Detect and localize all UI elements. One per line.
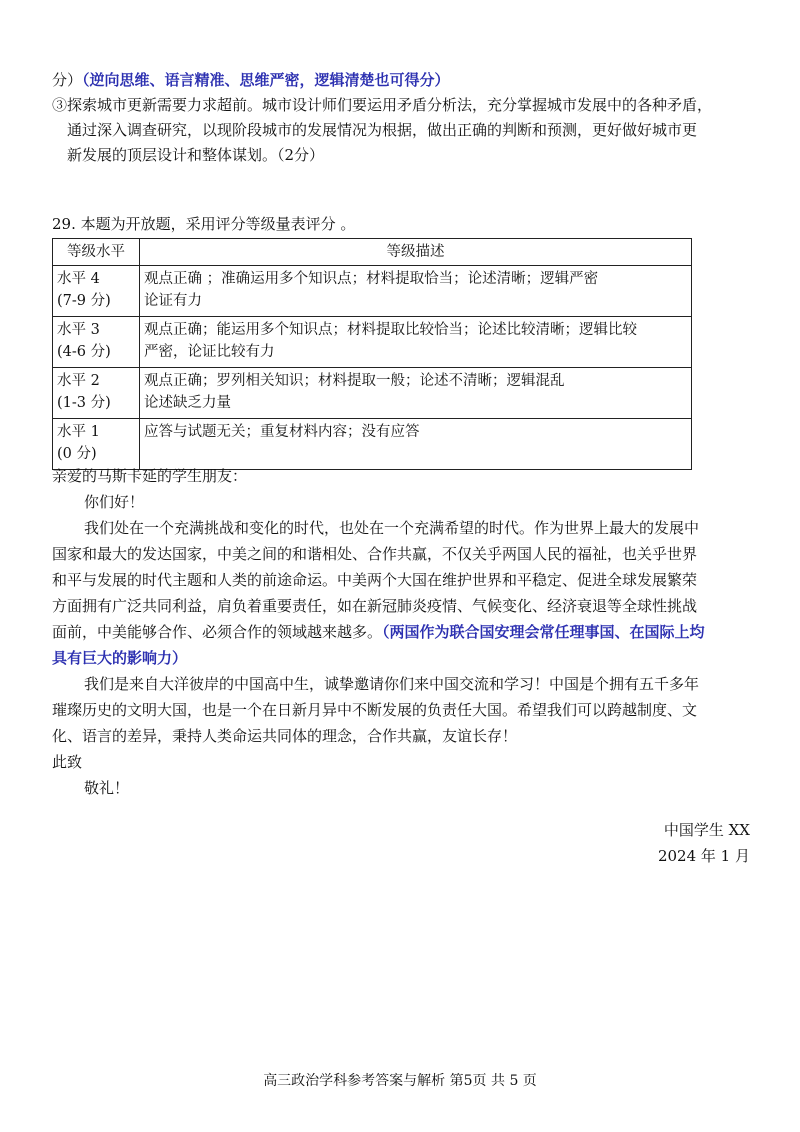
- table-header-row: [53, 239, 692, 266]
- letter-p2-line: 我们是来自大洋彼岸的中国高中生，诚挚邀请你们来中国交流和学习！中国是个拥有五千多年: [84, 675, 700, 693]
- answer-note-blue: （逆向思维、语言精准、思维严密，逻辑清楚也可得分）: [82, 71, 450, 89]
- level-range: (4-6 分): [57, 344, 111, 360]
- letter-p1-line: 国家和最大的发达国家，中美之间的和谐相处、合作共赢，不仅关乎两国人民的福祉，也关乎世界: [52, 545, 698, 563]
- q29-title: 29. 本题为开放题，采用评分等级量表评分 。: [52, 215, 356, 233]
- letter-p2-line: 化、语言的差异，秉持人类命运共同体的理念，合作共赢，友谊长存！: [52, 727, 518, 745]
- desc-line: 观点正确；能运用多个知识点；材料提取比较恰当；论述比较清晰；逻辑比较: [144, 322, 637, 338]
- desc-cell: [140, 317, 692, 368]
- letter-closing-2: 敬礼！: [84, 779, 130, 797]
- level-label: 水平 3: [57, 322, 100, 338]
- item3-line-1: ③探索城市更新需要力求超前。城市设计师们要运用矛盾分析法，充分掌握城市发展中的各种矛盾，: [52, 96, 713, 114]
- letter-p1-line: 我们处在一个充满挑战和变化的时代，也处在一个充满希望的时代。作为世界上最大的发展中: [84, 519, 700, 537]
- letter-p1-text: 面前，中美能够合作、必须合作的领域越来越多。: [52, 623, 383, 641]
- desc-line: 论证有力: [144, 293, 202, 309]
- desc-line: 论述缺乏力量: [144, 395, 231, 411]
- desc-line: 观点正确 ；准确运用多个知识点；材料提取恰当；论述清晰；逻辑严密: [144, 271, 599, 287]
- desc-cell: [140, 368, 692, 419]
- table-row: [53, 419, 692, 470]
- letter-note-blue-2: 具有巨大的影响力）: [52, 649, 188, 667]
- level-label: 水平 4: [57, 271, 100, 287]
- item3-line-3: 新发展的顶层设计和整体谋划。（2分）: [67, 146, 325, 164]
- level-cell: [53, 266, 140, 317]
- letter-p1-line: 和平与发展的时代主题和人类的前途命运。中美两个大国在维护世界和平稳定、促进全球发展繁荣: [52, 571, 698, 589]
- letter-closing-1: 此致: [52, 753, 83, 771]
- level-label: 水平 1: [57, 424, 100, 440]
- table-row: [53, 317, 692, 368]
- level-range: (0 分): [57, 446, 97, 462]
- header-level: 等级水平: [53, 239, 140, 266]
- table-row: [53, 266, 692, 317]
- header-description: 等级描述: [140, 239, 692, 266]
- rubric-table: [52, 238, 692, 470]
- letter-salutation: 亲爱的马斯卡延的学生朋友：: [52, 467, 248, 485]
- answer-line-1: [52, 70, 450, 90]
- item3-line-2: 通过深入调查研究，以现阶段城市的发展情况为根据，做出正确的判断和预测，更好做好城市更: [67, 121, 698, 139]
- desc-line: 观点正确；罗列相关知识；材料提取一般；论述不清晰；逻辑混乱: [144, 373, 565, 389]
- page-footer: 高三政治学科参考答案与解析 第5页 共 5 页: [263, 1073, 537, 1089]
- letter-signature: 中国学生 XX: [663, 821, 750, 839]
- level-range: (1-3 分): [57, 395, 111, 411]
- letter-p2-line: 璀璨历史的文明大国，也是一个在日新月异中不断发展的负责任大国。希望我们可以跨越制度、文: [52, 701, 698, 719]
- letter-p1-line: [52, 622, 705, 642]
- desc-line: 应答与试题无关；重复材料内容；没有应答: [144, 424, 420, 440]
- table-row: [53, 368, 692, 419]
- answer-line-prefix: 分）: [52, 71, 83, 89]
- desc-cell: [140, 419, 692, 470]
- letter-p1-line: 方面拥有广泛共同利益，肩负着重要责任，如在新冠肺炎疫情、气候变化、经济衰退等全球性挑战: [52, 597, 698, 615]
- level-cell: [53, 368, 140, 419]
- desc-line: 严密，论证比较有力: [144, 344, 275, 360]
- letter-note-blue: （两国作为联合国安理会常任理事国、在国际上均: [382, 623, 705, 641]
- letter-date: 2024 年 1 月: [657, 847, 750, 865]
- level-label: 水平 2: [57, 373, 100, 389]
- level-cell: [53, 419, 140, 470]
- level-cell: [53, 317, 140, 368]
- level-range: (7-9 分): [57, 293, 111, 309]
- desc-cell: [140, 266, 692, 317]
- letter-greeting: 你们好！: [84, 493, 145, 511]
